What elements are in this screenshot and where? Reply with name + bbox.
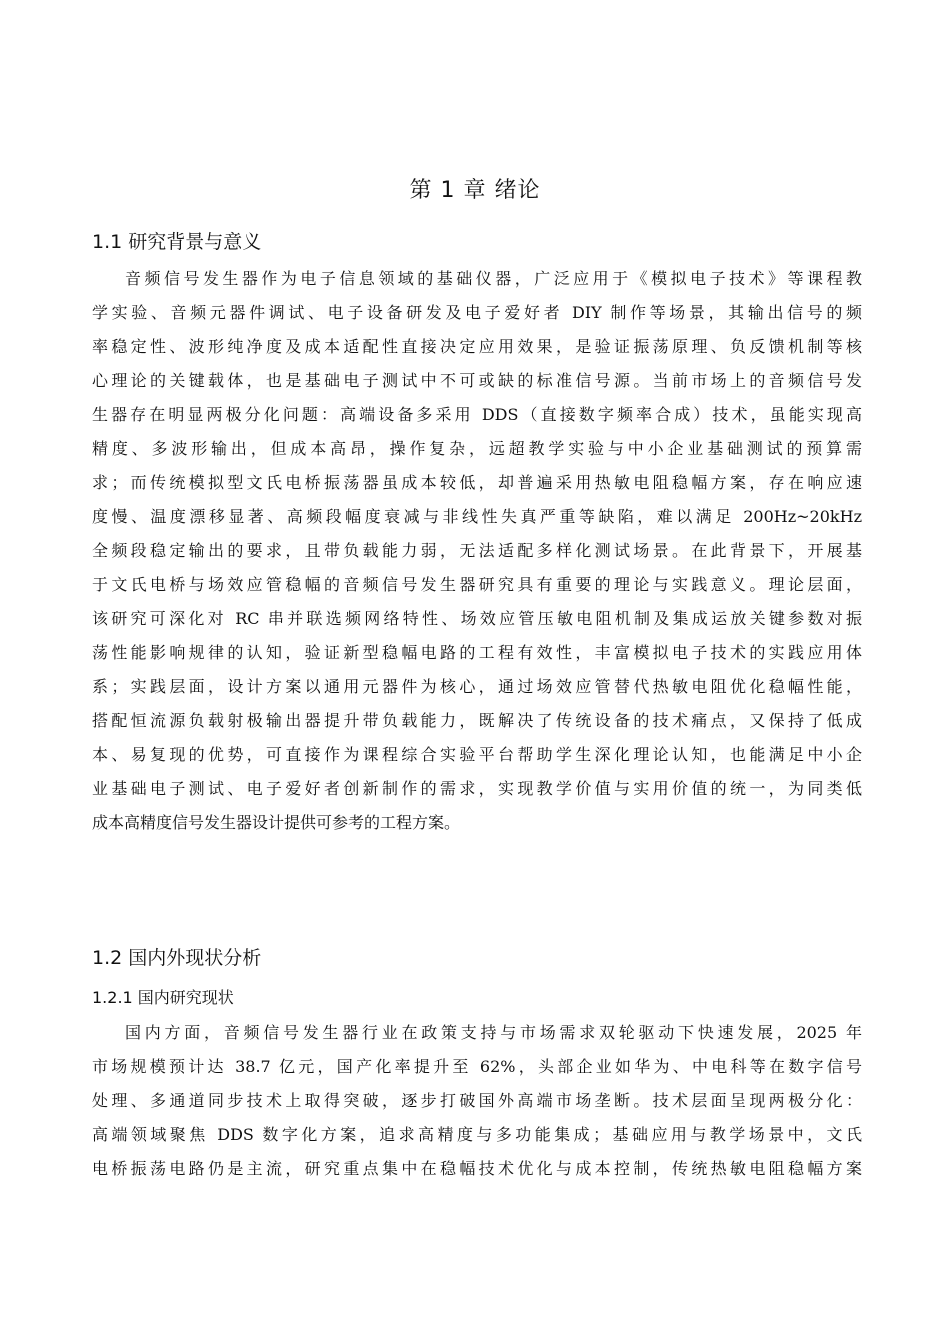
text-line: 业基础电子测试、电子爱好者创新制作的需求，实现教学价值与实用价值的统一，为同类低 [92,779,862,798]
text-line: 搭配恒流源负载射极输出器提升带负载能力，既解决了传统设备的技术痛点，又保持了低成 [92,711,862,730]
section-heading-1-1: 1.1 研究背景与意义 [92,231,262,253]
text-line: 心理论的关键载体，也是基础电子测试中不可或缺的标准信号源。当前市场上的音频信号发 [92,371,862,390]
text-line: 高端领域聚焦 DDS 数字化方案，追求高精度与多功能集成；基础应用与教学场景中，文氏 [92,1125,862,1144]
text-line: 度慢、温度漂移显著、高频段幅度衰减与非线性失真严重等缺陷，难以满足 200Hz~20kHz [92,507,862,526]
text-line: 生器存在明显两极分化问题：高端设备多采用 DDS（直接数字频率合成）技术，虽能实现高 [92,405,862,424]
text-line: 音频信号发生器作为电子信息领域的基础仪器，广泛应用于《模拟电子技术》等课程教 [125,269,862,288]
text-line: 成本高精度信号发生器设计提供可参考的工程方案。 [92,813,461,832]
paragraph-research-background [92,262,862,840]
section-heading-1-2: 1.2 国内外现状分析 [92,947,262,969]
subsection-heading-1-2-1: 1.2.1 国内研究现状 [92,988,234,1007]
text-line: 荡性能影响规律的认知，验证新型稳幅电路的工程有效性，丰富模拟电子技术的实践应用体 [92,643,862,662]
text-line: 市场规模预计达 38.7 亿元，国产化率提升至 62%，头部企业如华为、中电科等在数字信号 [92,1057,862,1076]
text-line: 求；而传统模拟型文氏电桥振荡器虽成本较低，却普遍采用热敏电阻稳幅方案，存在响应速 [92,473,862,492]
text-line: 该研究可深化对 RC 串并联选频网络特性、场效应管压敏电阻机制及集成运放关键参数对振 [92,609,862,628]
text-line: 于文氏电桥与场效应管稳幅的音频信号发生器研究具有重要的理论与实践意义。理论层面， [92,575,862,594]
text-line: 处理、多通道同步技术上取得突破，逐步打破国外高端市场垄断。技术层面呈现两极分化： [92,1091,862,1110]
text-line: 系；实践层面，设计方案以通用元器件为核心，通过场效应管替代热敏电阻优化稳幅性能， [92,677,862,696]
text-line: 本、易复现的优势，可直接作为课程综合实验平台帮助学生深化理论认知，也能满足中小企 [92,745,862,764]
text-line: 全频段稳定输出的要求，且带负载能力弱，无法适配多样化测试场景。在此背景下，开展基 [92,541,862,560]
text-line: 电桥振荡电路仍是主流，研究重点集中在稳幅技术优化与成本控制，传统热敏电阻稳幅方案 [92,1159,862,1178]
text-line: 学实验、音频元器件调试、电子设备研发及电子爱好者 DIY 制作等场景，其输出信号的频 [92,303,862,322]
text-line: 精度、多波形输出，但成本高昂，操作复杂，远超教学实验与中小企业基础测试的预算需 [92,439,862,458]
text-line: 率稳定性、波形纯净度及成本适配性直接决定应用效果，是验证振荡原理、负反馈机制等核 [92,337,862,356]
paragraph-domestic-status [92,1016,862,1186]
text-line: 国内方面，音频信号发生器行业在政策支持与市场需求双轮驱动下快速发展，2025 年 [125,1023,862,1042]
chapter-title: 第 1 章 绪论 [409,178,541,203]
